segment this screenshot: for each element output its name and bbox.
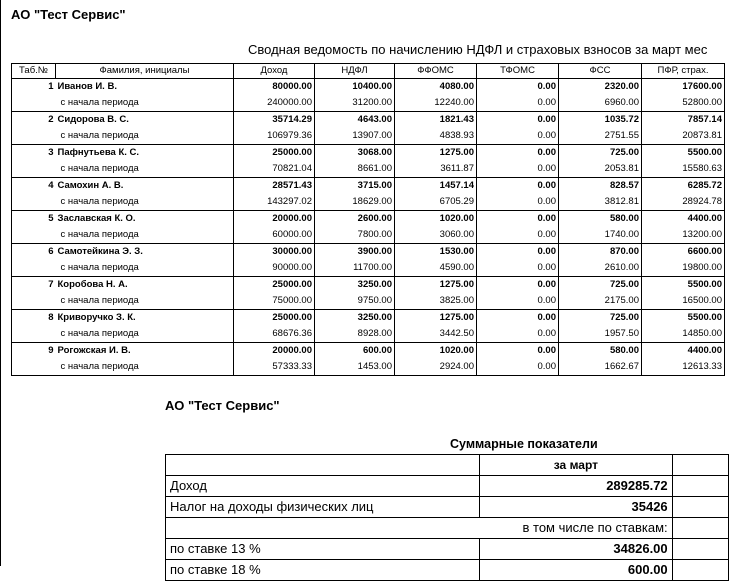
employee-row [12, 79, 725, 96]
employee-ytd-row [12, 227, 725, 244]
ytd-amount: 52800.00 [642, 95, 725, 112]
summary-label: Налог на доходы физических лиц [166, 497, 480, 518]
month-amount: 10400.00 [315, 79, 395, 96]
period-label: с начала периода [56, 260, 234, 277]
month-amount: 4080.00 [395, 79, 477, 96]
month-amount: 580.00 [559, 211, 642, 228]
col-header-tfoms: ТФОМС [477, 64, 559, 79]
month-amount: 28571.43 [234, 178, 315, 195]
ytd-amount: 90000.00 [234, 260, 315, 277]
employee-tab-number: 8 [12, 310, 56, 327]
month-amount: 2320.00 [559, 79, 642, 96]
month-amount: 1035.72 [559, 112, 642, 129]
ytd-amount: 18629.00 [315, 194, 395, 211]
employee-name: Самотейкина Э. З. [56, 244, 234, 261]
col-header-fss: ФСС [559, 64, 642, 79]
employee-ytd-row [12, 326, 725, 343]
summary-label: по ставке 13 % [166, 539, 480, 560]
month-amount: 870.00 [559, 244, 642, 261]
month-amount: 1821.43 [395, 112, 477, 129]
period-label: с начала периода [56, 194, 234, 211]
employee-ytd-row [12, 260, 725, 277]
ytd-amount: 3442.50 [395, 326, 477, 343]
ytd-amount: 7800.00 [315, 227, 395, 244]
ytd-amount: 0.00 [477, 359, 559, 376]
summary-row [166, 539, 729, 560]
ytd-amount: 143297.02 [234, 194, 315, 211]
summary-header-row [166, 455, 729, 476]
month-amount: 20000.00 [234, 343, 315, 360]
ytd-amount: 14850.00 [642, 326, 725, 343]
col-header-tab: Таб.№ [12, 64, 56, 79]
summary-value: 35426 [480, 497, 673, 518]
ytd-amount: 240000.00 [234, 95, 315, 112]
month-amount: 35714.29 [234, 112, 315, 129]
month-amount: 0.00 [477, 310, 559, 327]
month-amount: 7857.14 [642, 112, 725, 129]
ytd-amount: 1740.00 [559, 227, 642, 244]
ytd-amount: 6960.00 [559, 95, 642, 112]
ytd-amount: 1662.67 [559, 359, 642, 376]
ytd-amount: 3812.81 [559, 194, 642, 211]
ytd-amount: 0.00 [477, 128, 559, 145]
period-label: с начала периода [56, 161, 234, 178]
ytd-amount: 31200.00 [315, 95, 395, 112]
summary-value: 600.00 [480, 560, 673, 581]
col-header-pfr: ПФР, страх. [642, 64, 725, 79]
employee-name: Коробова Н. А. [56, 277, 234, 294]
ytd-amount: 13200.00 [642, 227, 725, 244]
ytd-amount: 2175.00 [559, 293, 642, 310]
employee-name: Самохин А. В. [56, 178, 234, 195]
ytd-amount: 16500.00 [642, 293, 725, 310]
month-amount: 6285.72 [642, 178, 725, 195]
month-amount: 0.00 [477, 112, 559, 129]
employee-ytd-row [12, 95, 725, 112]
ytd-amount: 106979.36 [234, 128, 315, 145]
company-name: АО "Тест Сервис" [11, 7, 126, 22]
payroll-table [11, 63, 725, 376]
ytd-amount: 28924.78 [642, 194, 725, 211]
ytd-amount: 75000.00 [234, 293, 315, 310]
month-amount: 1457.14 [395, 178, 477, 195]
ytd-amount: 60000.00 [234, 227, 315, 244]
month-amount: 3250.00 [315, 310, 395, 327]
employee-row [12, 277, 725, 294]
month-amount: 25000.00 [234, 310, 315, 327]
month-amount: 17600.00 [642, 79, 725, 96]
month-amount: 80000.00 [234, 79, 315, 96]
employee-ytd-row [12, 293, 725, 310]
month-amount: 0.00 [477, 277, 559, 294]
month-amount: 580.00 [559, 343, 642, 360]
employee-name: Пафнутьева К. С. [56, 145, 234, 162]
col-header-ffoms: ФФОМС [395, 64, 477, 79]
summary-row [166, 497, 729, 518]
col-header-name: Фамилия, инициалы [56, 64, 234, 79]
ytd-amount: 2610.00 [559, 260, 642, 277]
month-amount: 20000.00 [234, 211, 315, 228]
summary-label: Доход [166, 476, 480, 497]
report-title: Сводная ведомость по начислению НДФЛ и страховых взносов за март мес [248, 42, 708, 57]
month-amount: 30000.00 [234, 244, 315, 261]
ytd-amount: 0.00 [477, 95, 559, 112]
period-label: с начала периода [56, 227, 234, 244]
ytd-amount: 8928.00 [315, 326, 395, 343]
employee-tab-number: 4 [12, 178, 56, 195]
employee-tab-number: 6 [12, 244, 56, 261]
summary-value: 34826.00 [480, 539, 673, 560]
month-amount: 6600.00 [642, 244, 725, 261]
employee-name: Сидорова В. С. [56, 112, 234, 129]
ytd-amount: 6705.29 [395, 194, 477, 211]
period-label: с начала периода [56, 326, 234, 343]
month-amount: 3715.00 [315, 178, 395, 195]
ytd-amount: 70821.04 [234, 161, 315, 178]
ytd-amount: 0.00 [477, 293, 559, 310]
employee-name: Криворучко З. К. [56, 310, 234, 327]
ytd-amount: 4590.00 [395, 260, 477, 277]
month-amount: 0.00 [477, 79, 559, 96]
month-amount: 4643.00 [315, 112, 395, 129]
employee-row [12, 343, 725, 360]
month-amount: 1530.00 [395, 244, 477, 261]
employee-ytd-row [12, 194, 725, 211]
month-amount: 0.00 [477, 211, 559, 228]
employee-row [12, 244, 725, 261]
summary-table [165, 454, 729, 581]
summary-row [166, 560, 729, 581]
ytd-amount: 0.00 [477, 326, 559, 343]
summary-row [166, 476, 729, 497]
month-amount: 3250.00 [315, 277, 395, 294]
ytd-amount: 57333.33 [234, 359, 315, 376]
employee-tab-number: 2 [12, 112, 56, 129]
ytd-amount: 2751.55 [559, 128, 642, 145]
ytd-amount: 68676.36 [234, 326, 315, 343]
month-amount: 725.00 [559, 277, 642, 294]
col-header-income: Доход [234, 64, 315, 79]
ytd-amount: 2053.81 [559, 161, 642, 178]
ytd-amount: 20873.81 [642, 128, 725, 145]
table-header-row [12, 64, 725, 79]
summary-label: в том числе по ставкам: [166, 518, 673, 539]
employee-tab-number: 3 [12, 145, 56, 162]
employee-tab-number: 9 [12, 343, 56, 360]
month-amount: 2600.00 [315, 211, 395, 228]
employee-row [12, 145, 725, 162]
month-amount: 5500.00 [642, 277, 725, 294]
month-amount: 4400.00 [642, 343, 725, 360]
month-amount: 0.00 [477, 343, 559, 360]
employee-ytd-row [12, 128, 725, 145]
month-amount: 828.57 [559, 178, 642, 195]
summary-company-name: АО "Тест Сервис" [165, 398, 280, 413]
ytd-amount: 3060.00 [395, 227, 477, 244]
ytd-amount: 0.00 [477, 227, 559, 244]
employee-ytd-row [12, 161, 725, 178]
month-amount: 0.00 [477, 178, 559, 195]
employee-tab-number: 1 [12, 79, 56, 96]
month-amount: 1275.00 [395, 310, 477, 327]
month-amount: 3900.00 [315, 244, 395, 261]
month-amount: 600.00 [315, 343, 395, 360]
month-amount: 725.00 [559, 145, 642, 162]
summary-period-header: за март [480, 455, 673, 476]
ytd-amount: 12613.33 [642, 359, 725, 376]
month-amount: 25000.00 [234, 145, 315, 162]
period-label: с начала периода [56, 128, 234, 145]
ytd-amount: 12240.00 [395, 95, 477, 112]
month-amount: 1275.00 [395, 145, 477, 162]
ytd-amount: 13907.00 [315, 128, 395, 145]
month-amount: 1020.00 [395, 343, 477, 360]
month-amount: 0.00 [477, 145, 559, 162]
employee-ytd-row [12, 359, 725, 376]
employee-row [12, 310, 725, 327]
period-label: с начала периода [56, 359, 234, 376]
month-amount: 5500.00 [642, 310, 725, 327]
month-amount: 25000.00 [234, 277, 315, 294]
ytd-amount: 9750.00 [315, 293, 395, 310]
employee-tab-number: 7 [12, 277, 56, 294]
ytd-amount: 2924.00 [395, 359, 477, 376]
ytd-amount: 11700.00 [315, 260, 395, 277]
page-left-border [0, 0, 1, 566]
period-label: с начала периода [56, 95, 234, 112]
month-amount: 725.00 [559, 310, 642, 327]
month-amount: 3068.00 [315, 145, 395, 162]
summary-value: 289285.72 [480, 476, 673, 497]
month-amount: 1020.00 [395, 211, 477, 228]
ytd-amount: 19800.00 [642, 260, 725, 277]
summary-label: по ставке 18 % [166, 560, 480, 581]
ytd-amount: 15580.63 [642, 161, 725, 178]
employee-row [12, 178, 725, 195]
ytd-amount: 8661.00 [315, 161, 395, 178]
employee-name: Рогожская И. В. [56, 343, 234, 360]
employee-row [12, 112, 725, 129]
employee-tab-number: 5 [12, 211, 56, 228]
ytd-amount: 1453.00 [315, 359, 395, 376]
col-header-ndfl: НДФЛ [315, 64, 395, 79]
month-amount: 0.00 [477, 244, 559, 261]
ytd-amount: 4838.93 [395, 128, 477, 145]
ytd-amount: 1957.50 [559, 326, 642, 343]
month-amount: 1275.00 [395, 277, 477, 294]
employee-row [12, 211, 725, 228]
ytd-amount: 3611.87 [395, 161, 477, 178]
month-amount: 4400.00 [642, 211, 725, 228]
summary-title: Суммарные показатели [450, 437, 598, 451]
ytd-amount: 3825.00 [395, 293, 477, 310]
period-label: с начала периода [56, 293, 234, 310]
ytd-amount: 0.00 [477, 161, 559, 178]
employee-name: Иванов И. В. [56, 79, 234, 96]
month-amount: 5500.00 [642, 145, 725, 162]
summary-row [166, 518, 729, 539]
employee-name: Заславская К. О. [56, 211, 234, 228]
ytd-amount: 0.00 [477, 260, 559, 277]
ytd-amount: 0.00 [477, 194, 559, 211]
